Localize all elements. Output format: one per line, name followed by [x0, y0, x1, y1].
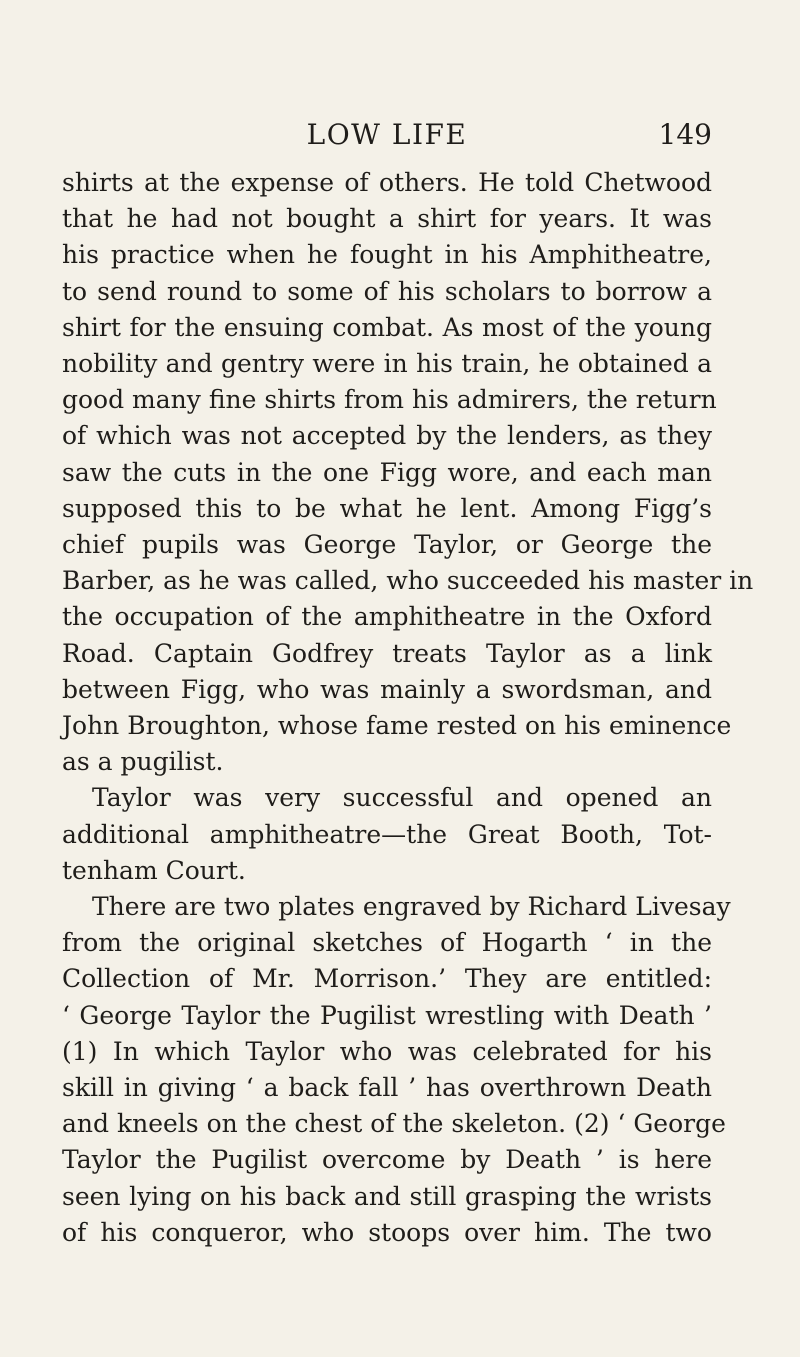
chapter-title: LOW LIFE	[306, 118, 468, 151]
text-line: saw the cuts in the one Figg wore, and each man	[62, 457, 712, 487]
text-line: ‘ George Taylor the Pugilist wrestling with Death ’	[62, 1000, 712, 1030]
running-head	[62, 118, 712, 152]
text-line: John Broughton, whose fame rested on his eminence	[62, 711, 732, 741]
text-line: shirts at the expense of others. He told Chetwood	[62, 168, 712, 197]
text-line: between Figg, who was mainly a swordsman, and	[62, 674, 712, 704]
text-line: seen lying on his back and still grasping the wrists	[62, 1181, 712, 1211]
text-line: and kneels on the chest of the skeleton. (2) ‘ George	[62, 1109, 726, 1139]
text-line: that he had not bought a shirt for years. It was	[62, 204, 712, 234]
text-line: Taylor was very successful and opened an	[92, 783, 712, 813]
text-line: additional amphitheatre—the Great Booth, Tot-	[62, 819, 712, 849]
text-line: of his conqueror, who stoops over him. The two	[62, 1217, 712, 1247]
text-line: supposed this to be what he lent. Among Figg’s	[62, 493, 712, 523]
text-line: (1) In which Taylor who was celebrated for his	[62, 1036, 712, 1066]
text-line: his practice when he fought in his Amphitheatre,	[62, 240, 712, 270]
text-line: chief pupils was George Taylor, or George the	[62, 530, 712, 560]
text-line: good many fine shirts from his admirers, the return	[62, 385, 717, 415]
text-line: from the original sketches of Hogarth ‘ in the	[62, 928, 712, 958]
page-number: 149	[658, 118, 712, 151]
text-line: to send round to some of his scholars to borrow a	[62, 276, 712, 306]
text-line: Road. Captain Godfrey treats Taylor as a link	[62, 638, 712, 668]
text-line: nobility and gentry were in his train, he obtained a	[62, 349, 712, 379]
text-line: Barber, as he was called, who succeeded his master in	[62, 566, 754, 596]
text-line: shirt for the ensuing combat. As most of the young	[62, 312, 712, 342]
text-line: of which was not accepted by the lenders, as they	[62, 421, 712, 451]
text-line: the occupation of the amphitheatre in the Oxford	[62, 602, 712, 632]
text-line: Collection of Mr. Morrison.’ They are entitled:	[62, 964, 712, 994]
body-text	[62, 165, 754, 1251]
text-line: tenham Court.	[62, 855, 246, 885]
text-line: There are two plates engraved by Richard Livesay	[92, 892, 731, 922]
text-line: skill in giving ‘ a back fall ’ has overthrown Death	[62, 1073, 712, 1103]
text-line: Taylor the Pugilist overcome by Death ’ is here	[62, 1145, 712, 1175]
text-line: as a pugilist.	[62, 747, 224, 777]
